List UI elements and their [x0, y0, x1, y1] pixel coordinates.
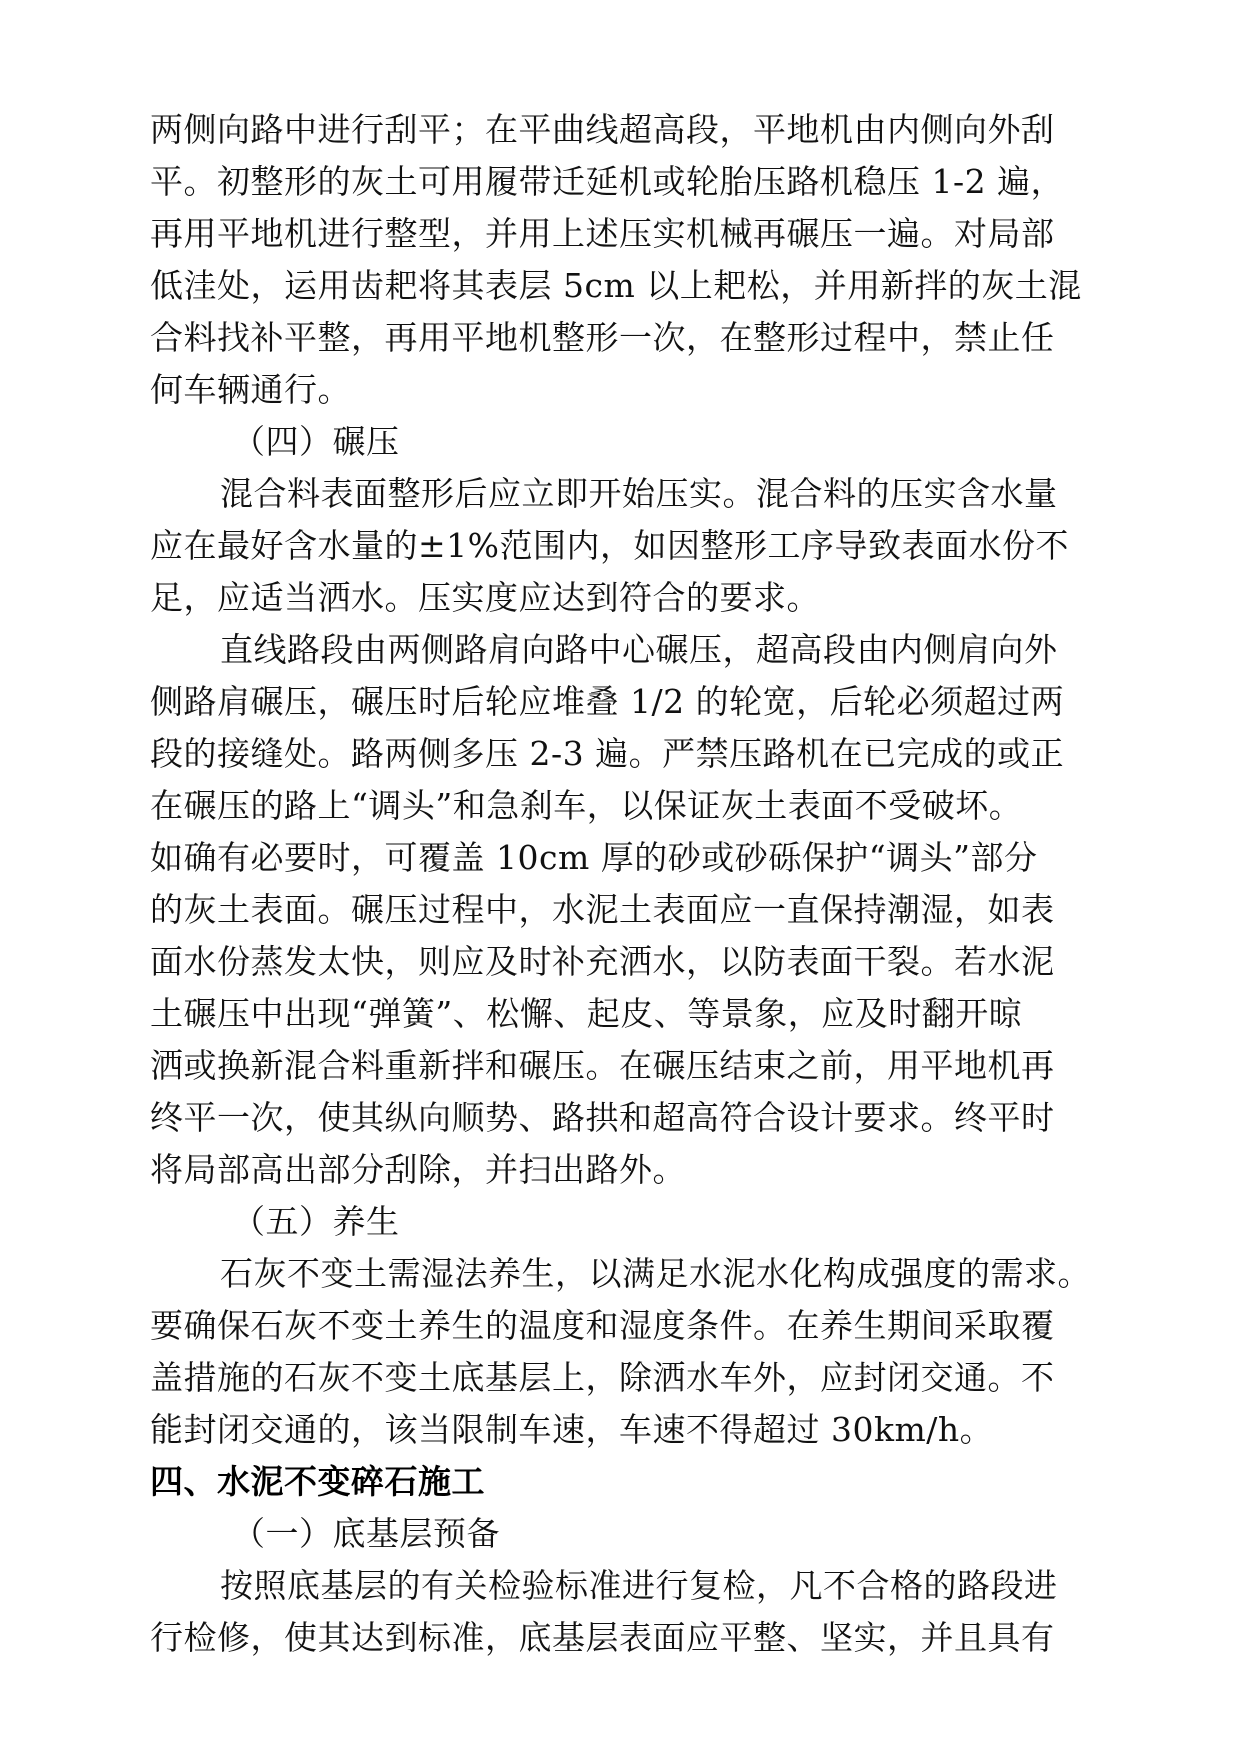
subsection-heading: （四）碾压 — [232, 422, 400, 461]
body-text-line: 的灰土表面。碾压过程中，水泥土表面应一直保持潮湿，如表 — [150, 890, 1055, 929]
body-text-line: 石灰不变土需湿法养生，以满足水泥水化构成强度的需求。 — [220, 1254, 1091, 1293]
body-text-line: 平。初整形的灰土可用履带迁延机或轮胎压路机稳压 1-2 遍， — [150, 162, 1065, 201]
body-text-line: 按照底基层的有关检验标准进行复检，凡不合格的路段进 — [220, 1566, 1058, 1605]
body-text-line: 能封闭交通的，该当限制车速，车速不得超过 30km/h。 — [150, 1410, 994, 1449]
body-text-line: 在碾压的路上“调头”和急刹车，以保证灰土表面不受破坏。 — [150, 786, 1023, 825]
body-text-line: 合料找补平整，再用平地机整形一次，在整形过程中，禁止任 — [150, 318, 1055, 357]
body-text-line: 如确有必要时，可覆盖 10cm 厚的砂或砂砾保护“调头”部分 — [150, 838, 1038, 877]
body-text-line: 洒或换新混合料重新拌和碾压。在碾压结束之前，用平地机再 — [150, 1046, 1055, 1085]
section-heading: 四、水泥不变碎石施工 — [150, 1462, 485, 1501]
body-text-line: 要确保石灰不变土养生的温度和湿度条件。在养生期间采取覆 — [150, 1306, 1055, 1345]
body-text-line: 何车辆通行。 — [150, 370, 351, 409]
body-text-line: 混合料表面整形后应立即开始压实。混合料的压实含水量 — [220, 474, 1058, 513]
subsection-heading: （五）养生 — [232, 1202, 400, 1241]
body-text-line: 低洼处，运用齿耙将其表层 5cm 以上耙松，并用新拌的灰土混 — [150, 266, 1082, 305]
body-text-line: 两侧向路中进行刮平；在平曲线超高段，平地机由内侧向外刮 — [150, 110, 1055, 149]
body-text-line: 侧路肩碾压，碾压时后轮应堆叠 1/2 的轮宽，后轮必须超过两 — [150, 682, 1065, 721]
body-text-line: 终平一次，使其纵向顺势、路拱和超高符合设计要求。终平时 — [150, 1098, 1055, 1137]
body-text-line: 土碾压中出现“弹簧”、松懈、起皮、等景象，应及时翻开晾 — [150, 994, 1023, 1033]
body-text-line: 将局部高出部分刮除，并扫出路外。 — [150, 1150, 686, 1189]
body-text-line: 直线路段由两侧路肩向路中心碾压，超高段由内侧肩向外 — [220, 630, 1058, 669]
body-text-line: 行检修，使其达到标准，底基层表面应平整、坚实，并且具有 — [150, 1618, 1055, 1657]
body-text-line: 盖措施的石灰不变土底基层上，除洒水车外，应封闭交通。不 — [150, 1358, 1055, 1397]
body-text-line: 足，应适当洒水。压实度应达到符合的要求。 — [150, 578, 820, 617]
subsection-heading: （一）底基层预备 — [232, 1514, 500, 1553]
body-text-line: 再用平地机进行整型，并用上述压实机械再碾压一遍。对局部 — [150, 214, 1055, 253]
body-text-line: 应在最好含水量的±1%范围内，如因整形工序导致表面水份不 — [150, 526, 1070, 565]
body-text-line: 段的接缝处。路两侧多压 2-3 遍。严禁压路机在已完成的或正 — [150, 734, 1065, 773]
body-text-line: 面水份蒸发太快，则应及时补充洒水，以防表面干裂。若水泥 — [150, 942, 1055, 981]
